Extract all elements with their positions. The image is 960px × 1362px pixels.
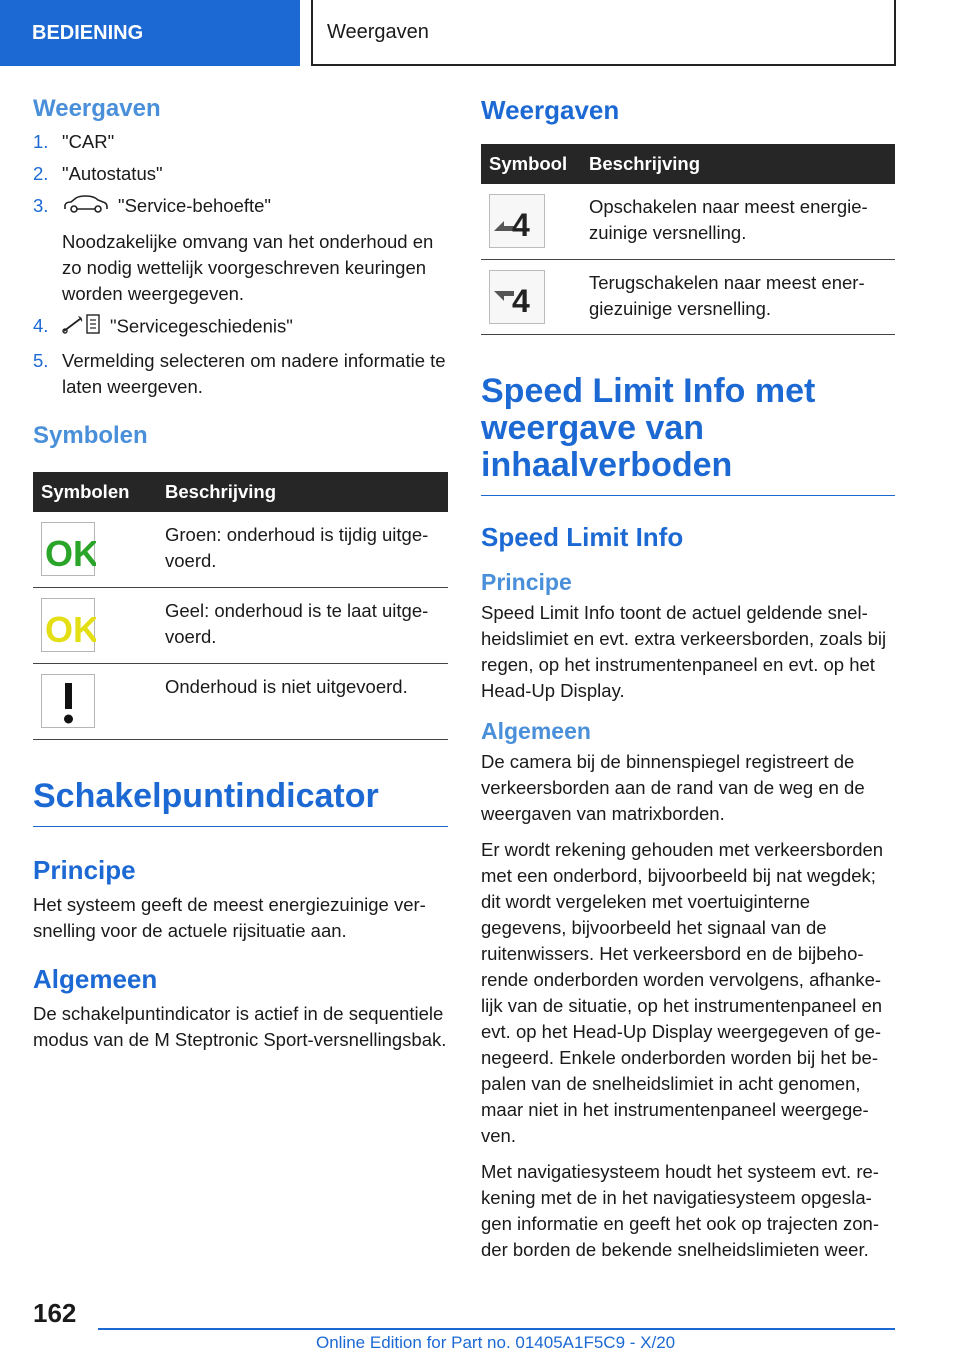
ok-green-icon	[41, 522, 95, 576]
heading-schakelpuntindicator: Schakelpuntindicator	[33, 778, 448, 826]
paragraph-algemeen-2: Er wordt rekening gehouden met verkeersborden met een onderbord, bijvoorbeeld bij nat wegdek; dit wordt vergeleken met voertuiginterne gegevens, bijvoorbeeld het signaal van de ruitenwissers. Het verkeersbord en de bijbehorende onderborden worden vervolgens, afhankelijk van de situatie, op het instrumentenpaneel en evt. op het Head-Up Display weergegeven of genegeerd. Enkele onderborden worden bij het bepalen van de snelheidslimiet in acht genomen, maar niet in het instrumentenpaneel weergegeven.	[481, 838, 884, 1146]
paragraph-algemeen-1: De camera bij de binnenspiegel registreert de verkeersborden aan de rand van de weg en de weergaven van matrixborden.	[481, 750, 865, 824]
car-service-icon	[62, 194, 110, 221]
paragraph-algemeen: De schakelpuntindicator is actief in de sequentiele modus van de M Steptronic Sport-versnellingsbak.	[33, 1002, 447, 1050]
table-row	[33, 664, 448, 740]
list-item	[33, 193, 448, 307]
table-row	[481, 184, 895, 259]
step-text: "Autostatus"	[62, 163, 163, 184]
step-extra-text: Noodzakelijke omvang van het onderhoud en zo nodig wettelijk voorgeschreven keuringen worden weergegeven.	[62, 230, 434, 304]
table-cell: Geel: onderhoud is te laat uitgevoerd.	[157, 588, 448, 664]
ok-yellow-icon	[41, 598, 95, 652]
heading-principe: Principe	[33, 854, 136, 885]
chapter-label: Weergaven	[327, 20, 429, 43]
heading-algemeen: Algemeen	[481, 717, 591, 744]
right-column	[481, 95, 895, 1273]
steps-list	[33, 129, 448, 400]
step-text: "Service-behoefte"	[118, 195, 271, 216]
heading-principe: Principe	[481, 568, 572, 595]
svg-text:4: 4	[512, 207, 530, 243]
service-history-icon	[62, 313, 102, 342]
column-header-symbolen: Symbolen	[33, 472, 157, 512]
footer-divider	[98, 1328, 895, 1330]
table-cell: Onderhoud is niet uitgevoerd.	[157, 664, 448, 740]
table-cell: Terugschakelen naar meest energiezuinige versnelling.	[581, 259, 895, 334]
symbols-table	[33, 472, 448, 741]
heading-weergaven: Weergaven	[33, 95, 161, 122]
table-row	[481, 259, 895, 334]
downshift-gear-4-icon	[489, 270, 545, 324]
step-text: Vermelding selecteren om nadere informatie te laten weergeven.	[62, 349, 446, 397]
list-item	[33, 313, 448, 342]
heading-speed-limit-info: Speed Limit Info met weergave van inhaalverboden	[481, 373, 895, 496]
step-text: "CAR"	[62, 131, 115, 152]
paragraph-principe: Het systeem geeft de meest energiezuinige versnelling voor de actuele rijsituatie aan.	[33, 893, 426, 941]
section-label: BEDIENING	[32, 21, 144, 44]
list-item	[33, 129, 448, 155]
list-item	[33, 348, 448, 400]
exclamation-icon	[41, 674, 95, 728]
upshift-gear-4-icon	[489, 194, 545, 248]
svg-text:4: 4	[512, 282, 530, 319]
page-number: 162	[33, 1298, 77, 1328]
column-header-symbool: Symbool	[481, 144, 581, 184]
column-header-beschrijving: Beschrijving	[157, 472, 448, 512]
chapter-tab	[311, 0, 896, 66]
heading-weergaven-right: Weergaven	[481, 95, 620, 125]
column-header-beschrijving: Beschrijving	[581, 144, 895, 184]
footer-edition-text: Online Edition for Part no. 01405A1F5C9 - X/20	[316, 1333, 676, 1352]
list-item	[33, 161, 448, 187]
paragraph-algemeen-3: Met navigatiesysteem houdt het systeem evt. rekening met de in het navigatiesysteem opgeslagen informatie en geeft het ook op trajecten zonder borden de bekende snelheidslimieten weer.	[481, 1160, 880, 1260]
step-number: 5.	[33, 349, 49, 371]
step-number: 3.	[33, 195, 49, 216]
step-number: 2.	[33, 163, 49, 184]
heading-speed-limit-info-sub: Speed Limit Info	[481, 521, 684, 552]
svg-text:OK: OK	[45, 609, 96, 651]
gear-symbols-table	[481, 144, 895, 335]
svg-text:OK: OK	[45, 532, 96, 574]
step-number: 1.	[33, 131, 49, 152]
left-column	[33, 95, 448, 1063]
step-number: 4.	[33, 314, 49, 336]
table-row	[33, 588, 448, 664]
step-text: "Servicegeschiedenis"	[110, 315, 293, 336]
heading-symbolen: Symbolen	[33, 421, 148, 449]
table-cell: Groen: onderhoud is tijdig uitgevoerd.	[157, 512, 448, 588]
heading-algemeen: Algemeen	[33, 963, 158, 994]
section-tab	[0, 0, 300, 66]
paragraph-principe: Speed Limit Info toont de actuel geldende snelheidslimiet en evt. extra verkeersborden, zoals bij regen, op het instrumentenpaneel en evt. op het Head-Up Display.	[481, 601, 887, 701]
table-cell: Opschakelen naar meest energiezuinige versnelling.	[581, 184, 895, 259]
table-row	[33, 512, 448, 588]
